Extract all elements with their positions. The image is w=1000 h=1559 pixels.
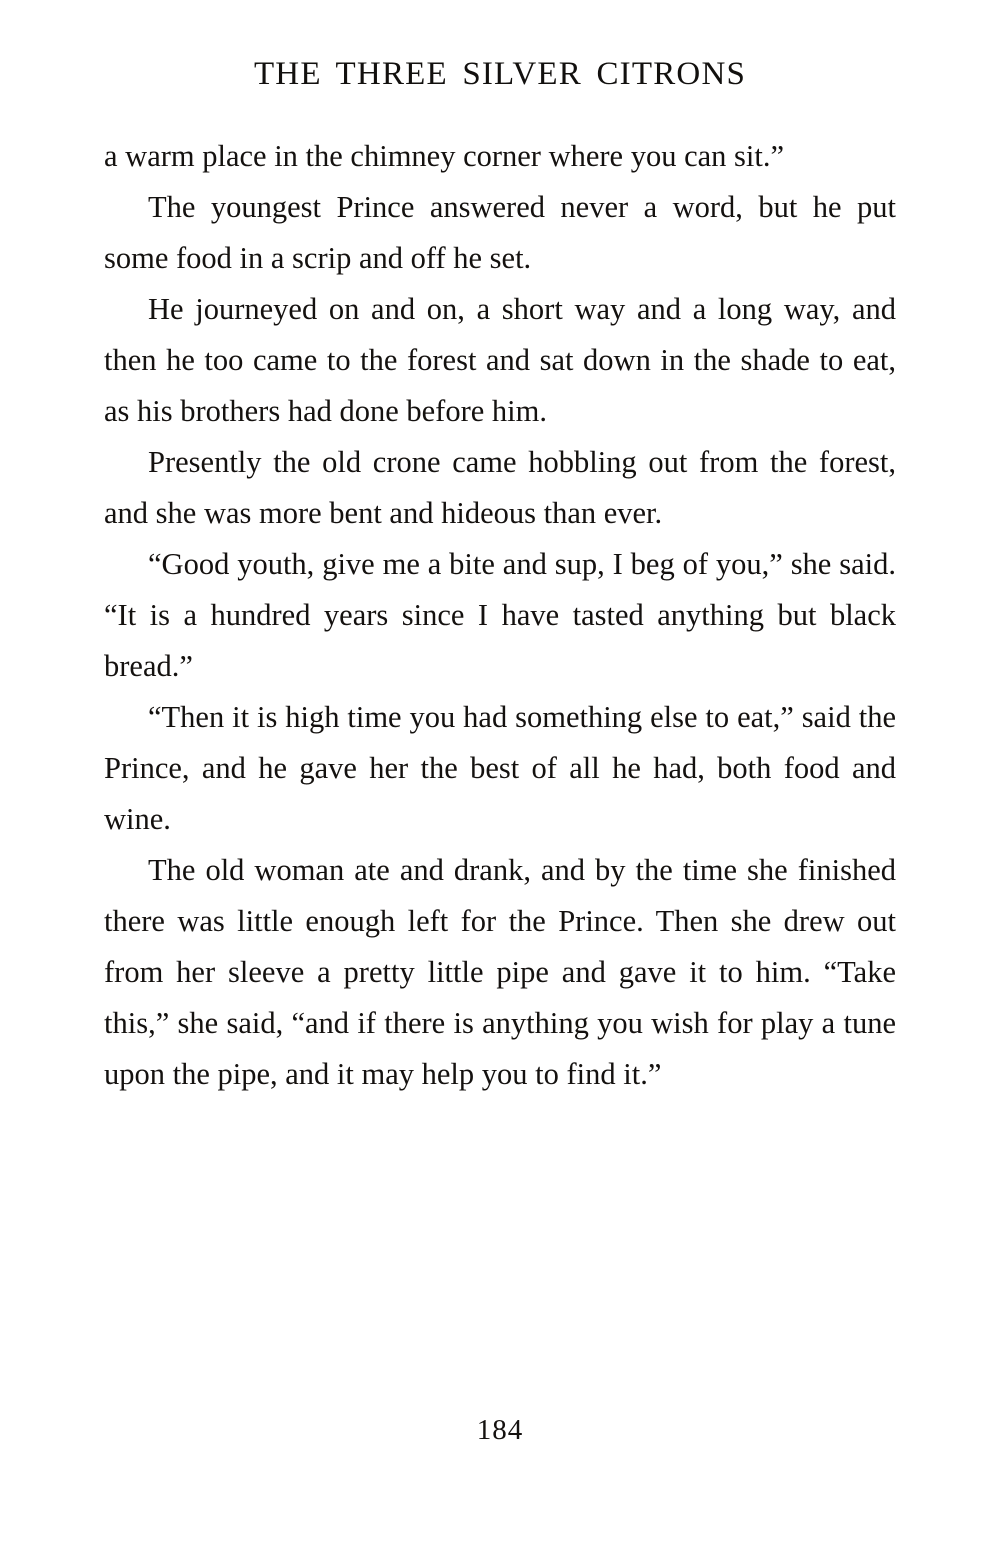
- paragraph: He journeyed on and on, a short way and a long way, and then he too came to the forest and sat down in the shade to eat, as his brothers had done before him.: [104, 292, 896, 428]
- book-page: [0, 56, 1000, 1559]
- paragraph: Presently the old crone came hobbling out from the forest, and she was more bent and hideous than ever.: [104, 445, 896, 530]
- page-number: 184: [476, 1414, 524, 1446]
- paragraph: “Then it is high time you had something else to eat,” said the Prince, and he gave her the best of all he had, both food and wine.: [104, 700, 896, 836]
- paragraph: The old woman ate and drank, and by the time she finished there was little enough left for the Prince. Then she drew out from her sleeve a pretty little pipe and gave it to him. “Take this,” she said, “and if there is anything you wish for play a tune upon the pipe, and it may help you to find it.”: [104, 853, 896, 1091]
- paragraph: “Good youth, give me a bite and sup, I beg of you,” she said. “It is a hundred years since I have tasted anything but black bread.”: [104, 547, 896, 683]
- paragraph: a warm place in the chimney corner where you can sit.”: [104, 139, 785, 173]
- running-head: THE THREE SILVER CITRONS: [253, 56, 747, 92]
- paragraph: The youngest Prince answered never a word, but he put some food in a scrip and off he set.: [104, 190, 896, 275]
- body-text: [104, 131, 896, 1100]
